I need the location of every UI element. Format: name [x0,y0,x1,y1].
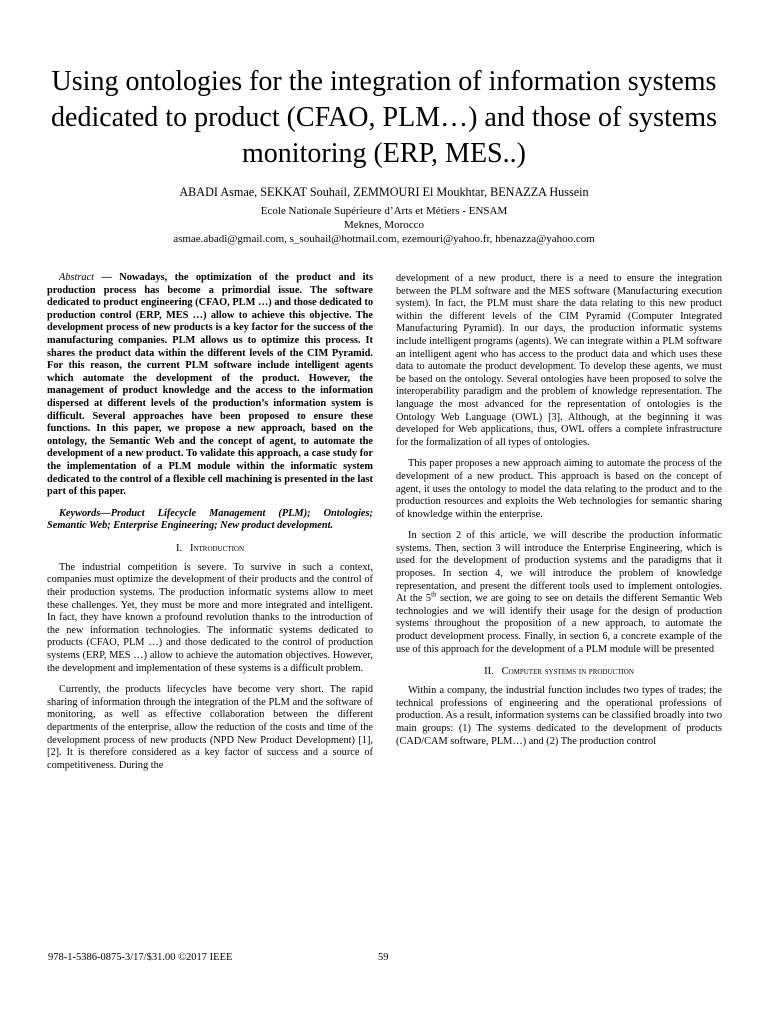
abstract [47,272,373,499]
right-column [396,273,722,757]
section-title: Introduction [189,542,245,554]
keywords-text: —Product Lifecycle Management (PLM); Ontologies; Semantic Web; Enterprise Engineering; New product development. [47,507,373,532]
paragraph: This paper proposes a new approach aiming to automate the process of the development of a new product. This approach is based on the concept of agent, it uses the ontology to model the data relating to the product and to the production resources and exploits the Web technologies for semantic sharing of knowledge within the enterprise. [396,458,722,520]
paragraph-text: section, we are going to see on details the different Semantic Web technologies and we will identify their usage for the design of production systems throughout the proposition of a new approach, to automate the product development process. Finally, in section 6, a concrete example of the use of this approach for the development of a PLM module will be presented [396,593,723,655]
section-heading-computer-systems [396,665,722,678]
author-emails: asmae.abadi@gmail.com, s_souhail@hotmail.com, ezemouri@yahoo.fr, hbenazza@yahoo.com [173,233,595,245]
section-number: I. [175,542,183,554]
affiliation-city: Meknes, Morocco [343,219,425,231]
affiliation-school: Ecole Nationale Supérieure d’Arts et Métiers - ENSAM [260,205,508,217]
left-column [47,272,373,781]
paragraph-text: In section 2 of this article, we will describe the production informatic systems. Then, section 3 will introduce the Enterprise Engineering, which is used for the development of production systems and the paradigms that it proposes. In section 4, we will introduce the problem of knowledge representation, and present the different tools used to implement ontologies. At the 5 [396,530,722,605]
footer-isbn: 978-1-5386-0875-3/17/$31.00 ©2017 IEEE [48,952,233,963]
keywords [47,508,373,533]
section-number: II. [484,666,494,678]
keywords-label: Keywords [59,507,101,519]
author-list: ABADI Asmae, SEKKAT Souhail, ZEMMOURI El Moukhtar, BENAZZA Hussein [179,185,589,199]
paragraph: The industrial competition is severe. To survive in such a context, companies must optimize the development of their products and the control of their production systems. The production informatic systems allow to meet these challenges. Yet, they must be more and more integrated and intelligent. In fact, they have known a profound revolution thanks to the introduction of the new information technologies. The informatic systems dedicated to products (CFAO, PLM …) and those dedicated to the control of production systems (ERP, MES …) allow to achieve the automation objectives. However, the development and implementation of these systems is a difficult problem. [47,561,373,674]
page-number: 59 [378,952,389,963]
paragraph: Within a company, the industrial function includes two types of trades; the technical professions of engineering and the operational professions of production. As a result, information systems can be classified broadly into two main groups: (1) The systems dedicated to the development of products (CAD/CAM software, PLM…) and (2) The production control [396,685,722,747]
superscript: th [431,590,437,599]
abstract-label: Abstract [59,272,95,283]
abstract-text: — Nowadays, the optimization of the product and its production process has become a primordial issue. The software dedicated to product engineering (CFAO, PLM …) and those dedicated to production control (ERP, MES …) allow to achieve this objective. The development process of new products is a key factor for the success of the manufacturing companies. PLM allows us to optimize this process. It shares the product data within the different levels of the CIM Pyramid. For this reason, the current PLM software include intelligent agents which automate the development of the product. However, the management of product knowledge and the access to the information dispersed at different levels of the production’s information system is difficult. Several approaches have been proposed to ensure these functions. In this paper, we propose a new approach, based on the ontology, the Semantic Web and the concept of agent, to automate the development of a new product. To validate this approach, a case study for the implementation of a PLM module within the informatic system dedicated to the control of a flexible cell machining is presented in the last part of this paper. [47,272,373,498]
paragraph [396,530,722,656]
paragraph: Currently, the products lifecycles have become very short. The rapid sharing of information through the integration of the PLM and the software of monitoring, as well as effective collaboration between the different departments of the enterprise, allow the reduction of the costs and time of the development process of new products (NPD New Product Development) [1], [2]. It is therefore considered as a key factor of success and a source of competitiveness. During the [47,684,373,771]
section-heading-introduction [47,542,373,555]
paper-title: Using ontologies for the integration of information systems dedicated to product (CFAO, PLM…) and those of systems monitoring (ERP, MES..) [51,66,717,169]
paragraph: development of a new product, there is a need to ensure the integration between the PLM software and the MES software (Manufacturing execution system). In fact, the PLM must share the data relating to this new product within the different levels of the CIM Pyramid (Computer Integrated Manufacturing Pyramid). In our days, the production informatic systems include intelligent programs (agents). We can integrate within a PLM software an intelligent agent who has access to the product data and which uses these data to automate the product development. To develop these agents, we must be based on the ontology. Several ontologies have been proposed to solve the interoperability paradigm and the problem of knowledge representation. The language the most advanced for the representation of ontologies is the Ontology Web Language (OWL) [3]. Although, at the beginning it was developed for Web applications, thus, OWL offers a complete infrastructure for the formalization of all types of ontologies. [396,273,722,448]
section-title: Computer systems in production [501,666,634,678]
